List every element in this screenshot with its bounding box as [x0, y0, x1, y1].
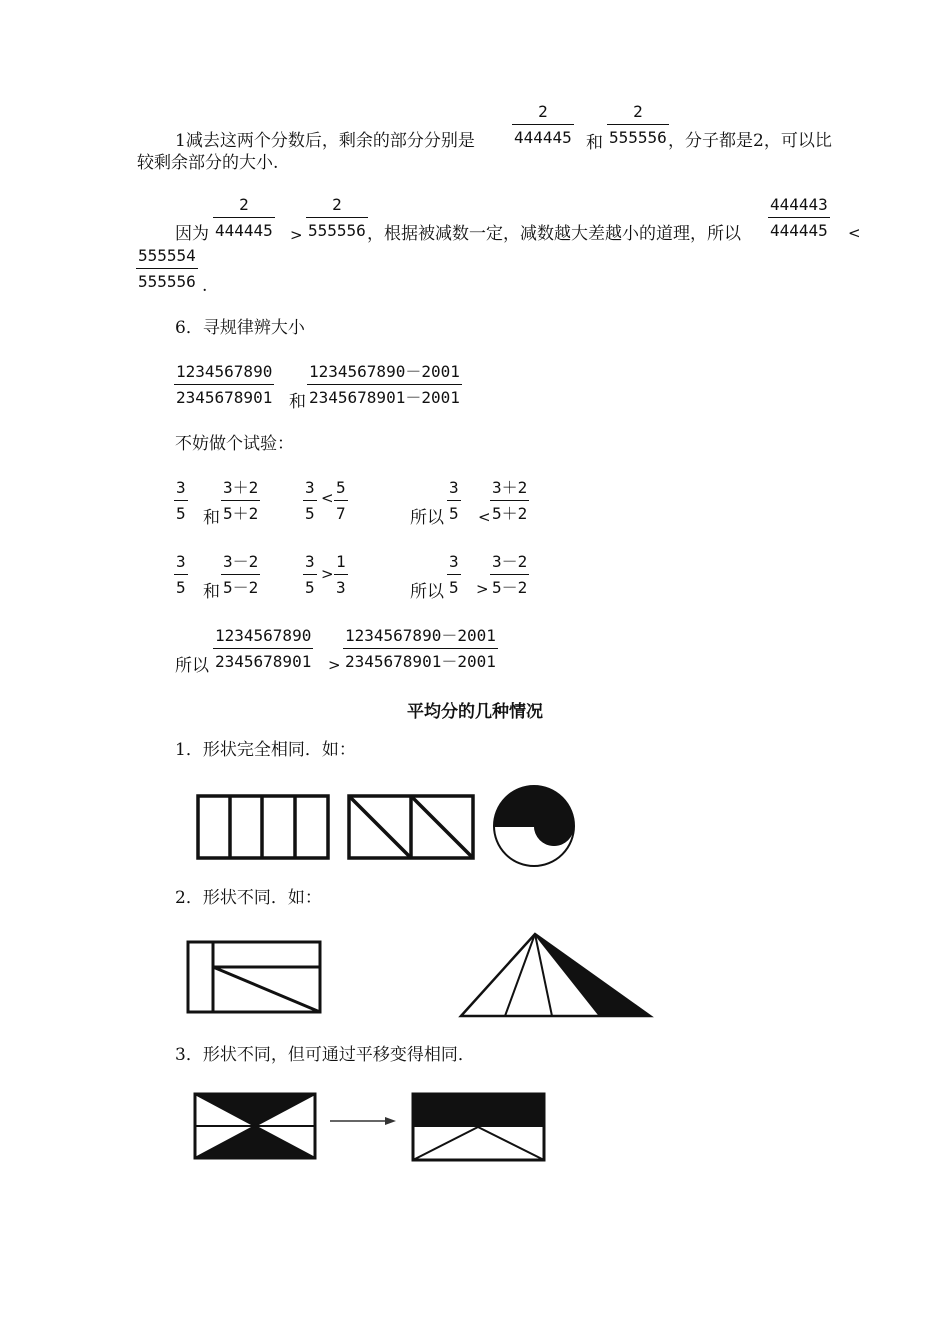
numerator: 1 [336, 552, 346, 571]
numerator: 2 [538, 102, 548, 121]
denominator: 2345678901－2001 [307, 384, 462, 407]
numerator: 5 [336, 478, 346, 497]
so-text: 所以 [410, 508, 444, 528]
numerator: 555554 [138, 246, 196, 265]
hourglass-rect-figure [195, 1094, 315, 1158]
rect-diagonal-triangles-figure [349, 796, 473, 858]
section-6-title: 6．寻规律辨大小 [175, 318, 305, 338]
rect-four-columns-figure [198, 796, 328, 858]
denominator: 5－2 [490, 574, 529, 597]
denominator: 5－2 [221, 574, 260, 597]
numerator: 2 [332, 195, 342, 214]
numerator: 3－2 [223, 552, 259, 571]
numerator: 3 [449, 478, 459, 497]
translated-rect-figure [413, 1094, 544, 1160]
denominator: 5 [174, 500, 188, 523]
numerator: 1234567890 [215, 626, 312, 645]
arrow-icon [330, 1117, 396, 1125]
and-text: 和 [203, 582, 220, 602]
greater-than-sign: > [476, 580, 489, 598]
period: . [202, 276, 208, 296]
and-text: 和 [203, 508, 220, 528]
denominator: 555556 [306, 217, 368, 240]
denominator: 2345678901 [174, 384, 274, 407]
split-triangle-figure [461, 934, 650, 1016]
less-than-sign: < [478, 508, 491, 526]
para1-text-a: 1减去这两个分数后，剩余的部分分别是 [175, 131, 475, 151]
and-text: 和 [289, 392, 306, 412]
denominator: 5 [447, 574, 461, 597]
greater-than-sign: > [290, 226, 303, 244]
denominator: 555556 [607, 124, 669, 147]
numerator: 3＋2 [223, 478, 259, 497]
numerator: 3 [176, 478, 186, 497]
greater-than-sign: > [321, 565, 334, 583]
numerator: 1234567890－2001 [309, 362, 460, 381]
numerator: 1234567890 [176, 362, 273, 381]
and-text: 和 [586, 133, 603, 153]
denominator: 5 [303, 574, 317, 597]
item-3-text: 3．形状不同，但可通过平移变得相同． [175, 1045, 475, 1065]
para1-text-c: 较剩余部分的大小. [137, 153, 279, 173]
rect-strip-diagonal-figure [188, 942, 320, 1012]
numerator: 2 [633, 102, 643, 121]
item-1-text: 1．形状完全相同．如： [175, 740, 356, 760]
para1-text-b: ，分子都是2，可以比 [668, 131, 832, 151]
denominator: 7 [334, 500, 348, 523]
numerator: 3 [449, 552, 459, 571]
denominator: 3 [334, 574, 348, 597]
numerator: 3 [305, 478, 315, 497]
greater-than-sign: > [328, 656, 341, 674]
section-heading: 平均分的几种情况 [407, 702, 543, 722]
denominator: 444445 [768, 217, 830, 240]
denominator: 5 [303, 500, 317, 523]
denominator: 2345678901－2001 [343, 648, 498, 671]
because-text: 因为 [175, 224, 209, 244]
denominator: 444445 [512, 124, 574, 147]
denominator: 5 [174, 574, 188, 597]
yin-yang-circle-figure [494, 786, 574, 866]
so-text: 所以 [175, 656, 209, 676]
denominator: 444445 [213, 217, 275, 240]
numerator: 1234567890－2001 [345, 626, 496, 645]
less-than-sign: < [848, 224, 861, 242]
experiment-intro: 不妨做个试验： [175, 434, 294, 454]
denominator: 5 [447, 500, 461, 523]
numerator: 444443 [770, 195, 828, 214]
para2-text: ，根据被减数一定，减数越大差越小的道理，所以 [367, 224, 741, 244]
less-than-sign: < [321, 489, 334, 507]
numerator: 2 [239, 195, 249, 214]
numerator: 3＋2 [492, 478, 528, 497]
denominator: 2345678901 [213, 648, 313, 671]
numerator: 3－2 [492, 552, 528, 571]
item-2-text: 2．形状不同．如： [175, 888, 322, 908]
numerator: 3 [305, 552, 315, 571]
numerator: 3 [176, 552, 186, 571]
denominator: 5＋2 [490, 500, 529, 523]
denominator: 5＋2 [221, 500, 260, 523]
denominator: 555556 [136, 268, 198, 291]
so-text: 所以 [410, 582, 444, 602]
